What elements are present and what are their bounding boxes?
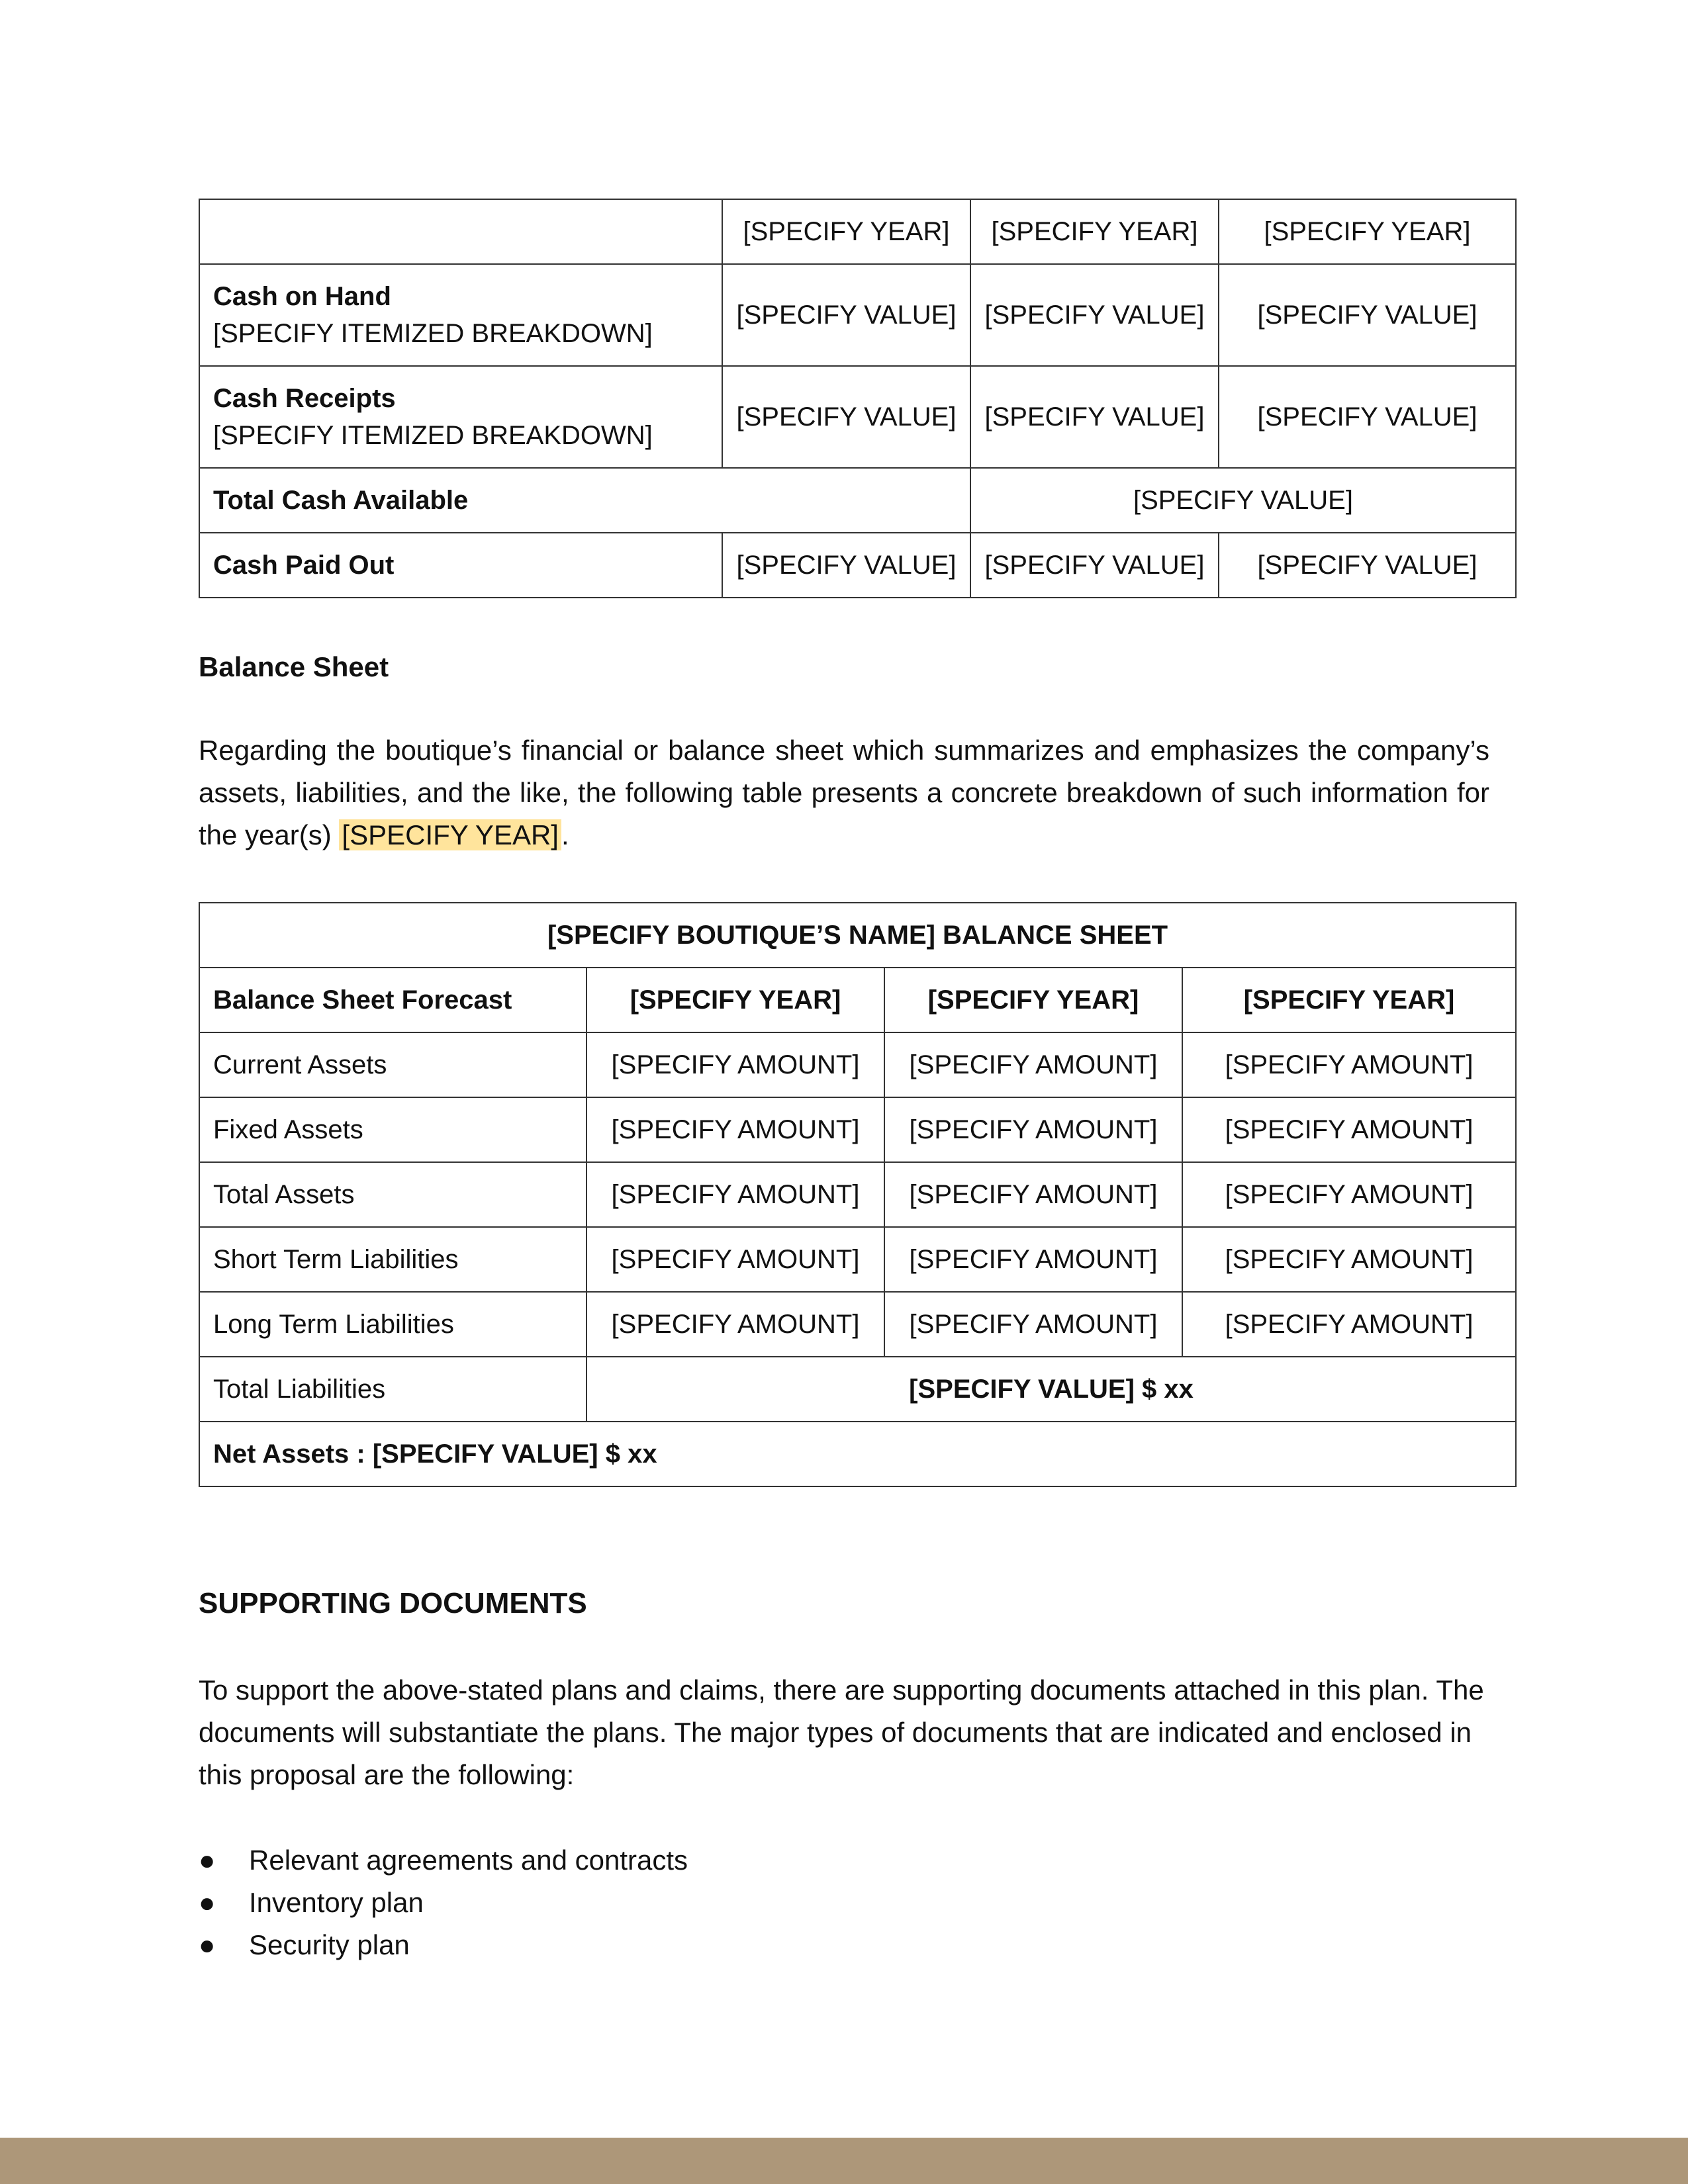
- highlighted-placeholder: [SPECIFY YEAR]: [339, 819, 561, 850]
- table-row: [199, 264, 1516, 366]
- table-row: [199, 366, 1516, 468]
- value-cell: [SPECIFY VALUE]: [722, 264, 970, 366]
- supporting-documents-list: [199, 1839, 1489, 1966]
- row-label: Cash Paid Out: [199, 533, 722, 598]
- list-item-text: Security plan: [249, 1929, 410, 1960]
- paragraph-text: Regarding the boutique’s financial or balance sheet which summarizes and emphasizes the company’s assets, liabilities, and the like, the following table presents a concrete breakdown of such information for the year(s): [199, 735, 1489, 850]
- year-header: [SPECIFY YEAR]: [586, 968, 884, 1032]
- table-row: [199, 1162, 1516, 1227]
- year-header: [SPECIFY YEAR]: [970, 199, 1219, 264]
- cash-flow-table: [199, 199, 1517, 598]
- value-cell: [SPECIFY AMOUNT]: [884, 1292, 1182, 1357]
- table-row: [199, 1097, 1516, 1162]
- bullet-icon: ●: [199, 1887, 216, 1918]
- year-header: [SPECIFY YEAR]: [1219, 199, 1516, 264]
- value-cell: [SPECIFY AMOUNT]: [884, 1032, 1182, 1097]
- value-cell: [SPECIFY AMOUNT]: [586, 1292, 884, 1357]
- table-title: [SPECIFY BOUTIQUE’S NAME] BALANCE SHEET: [199, 903, 1516, 968]
- value-cell: [SPECIFY VALUE]: [970, 264, 1219, 366]
- value-cell: [SPECIFY AMOUNT]: [1182, 1292, 1516, 1357]
- section-heading: Balance Sheet: [199, 651, 389, 682]
- row-label: Total Assets: [199, 1162, 586, 1227]
- row-label-cell: [199, 264, 722, 366]
- value-cell: [SPECIFY AMOUNT]: [586, 1097, 884, 1162]
- table-cell-empty: [199, 199, 722, 264]
- table-row: [199, 1357, 1516, 1422]
- bullet-icon: ●: [199, 1929, 216, 1960]
- value-cell: [SPECIFY AMOUNT]: [884, 1227, 1182, 1292]
- value-cell: [SPECIFY VALUE]: [970, 468, 1516, 533]
- list-item-text: Inventory plan: [249, 1887, 424, 1918]
- value-cell: [SPECIFY VALUE]: [722, 366, 970, 468]
- row-sublabel: [SPECIFY ITEMIZED BREAKDOWN]: [213, 319, 653, 348]
- row-label: Current Assets: [199, 1032, 586, 1097]
- value-cell: [SPECIFY VALUE]: [1219, 366, 1516, 468]
- row-label: Total Cash Available: [199, 468, 970, 533]
- footer-bar: [0, 2138, 1688, 2184]
- row-label: Fixed Assets: [199, 1097, 586, 1162]
- year-header: [SPECIFY YEAR]: [1182, 968, 1516, 1032]
- total-liabilities-value: [SPECIFY VALUE] $ xx: [586, 1357, 1516, 1422]
- row-label: Cash Receipts: [213, 384, 396, 413]
- supporting-paragraph: To support the above-stated plans and claims, there are supporting documents attached in this plan. The documents will substantiate the plans. The major types of documents that are indicated and enclosed in this proposal are the following:: [199, 1674, 1484, 1790]
- table-row: [199, 1032, 1516, 1097]
- balance-paragraph: [199, 729, 1489, 856]
- balance-sheet-table: [199, 902, 1517, 1487]
- table-row: [199, 1292, 1516, 1357]
- section-heading: SUPPORTING DOCUMENTS: [199, 1587, 587, 1619]
- table-row: [199, 1227, 1516, 1292]
- value-cell: [SPECIFY AMOUNT]: [586, 1032, 884, 1097]
- value-cell: [SPECIFY VALUE]: [1219, 264, 1516, 366]
- table-row: [199, 533, 1516, 598]
- header-label: Balance Sheet Forecast: [199, 968, 586, 1032]
- bullet-icon: ●: [199, 1844, 216, 1876]
- table-row: [199, 968, 1516, 1032]
- value-cell: [SPECIFY AMOUNT]: [1182, 1032, 1516, 1097]
- value-cell: [SPECIFY AMOUNT]: [1182, 1097, 1516, 1162]
- value-cell: [SPECIFY AMOUNT]: [1182, 1227, 1516, 1292]
- value-cell: [SPECIFY AMOUNT]: [586, 1162, 884, 1227]
- value-cell: [SPECIFY AMOUNT]: [1182, 1162, 1516, 1227]
- paragraph-text: .: [561, 819, 569, 850]
- list-item: [199, 1839, 1489, 1882]
- row-label: Cash on Hand: [213, 282, 391, 311]
- table-row: [199, 1422, 1516, 1486]
- value-cell: [SPECIFY VALUE]: [1219, 533, 1516, 598]
- list-item: [199, 1882, 1489, 1924]
- year-header: [SPECIFY YEAR]: [884, 968, 1182, 1032]
- value-cell: [SPECIFY VALUE]: [722, 533, 970, 598]
- table-row: [199, 468, 1516, 533]
- table-row: [199, 903, 1516, 968]
- row-label: Total Liabilities: [199, 1357, 586, 1422]
- row-label-cell: [199, 366, 722, 468]
- value-cell: [SPECIFY AMOUNT]: [884, 1162, 1182, 1227]
- row-label: Short Term Liabilities: [199, 1227, 586, 1292]
- net-assets: Net Assets : [SPECIFY VALUE] $ xx: [199, 1422, 1516, 1486]
- value-cell: [SPECIFY VALUE]: [970, 366, 1219, 468]
- row-label: Long Term Liabilities: [199, 1292, 586, 1357]
- row-sublabel: [SPECIFY ITEMIZED BREAKDOWN]: [213, 421, 653, 450]
- value-cell: [SPECIFY VALUE]: [970, 533, 1219, 598]
- value-cell: [SPECIFY AMOUNT]: [586, 1227, 884, 1292]
- table-row: [199, 199, 1516, 264]
- value-cell: [SPECIFY AMOUNT]: [884, 1097, 1182, 1162]
- list-item: [199, 1924, 1489, 1966]
- list-item-text: Relevant agreements and contracts: [249, 1844, 688, 1876]
- year-header: [SPECIFY YEAR]: [722, 199, 970, 264]
